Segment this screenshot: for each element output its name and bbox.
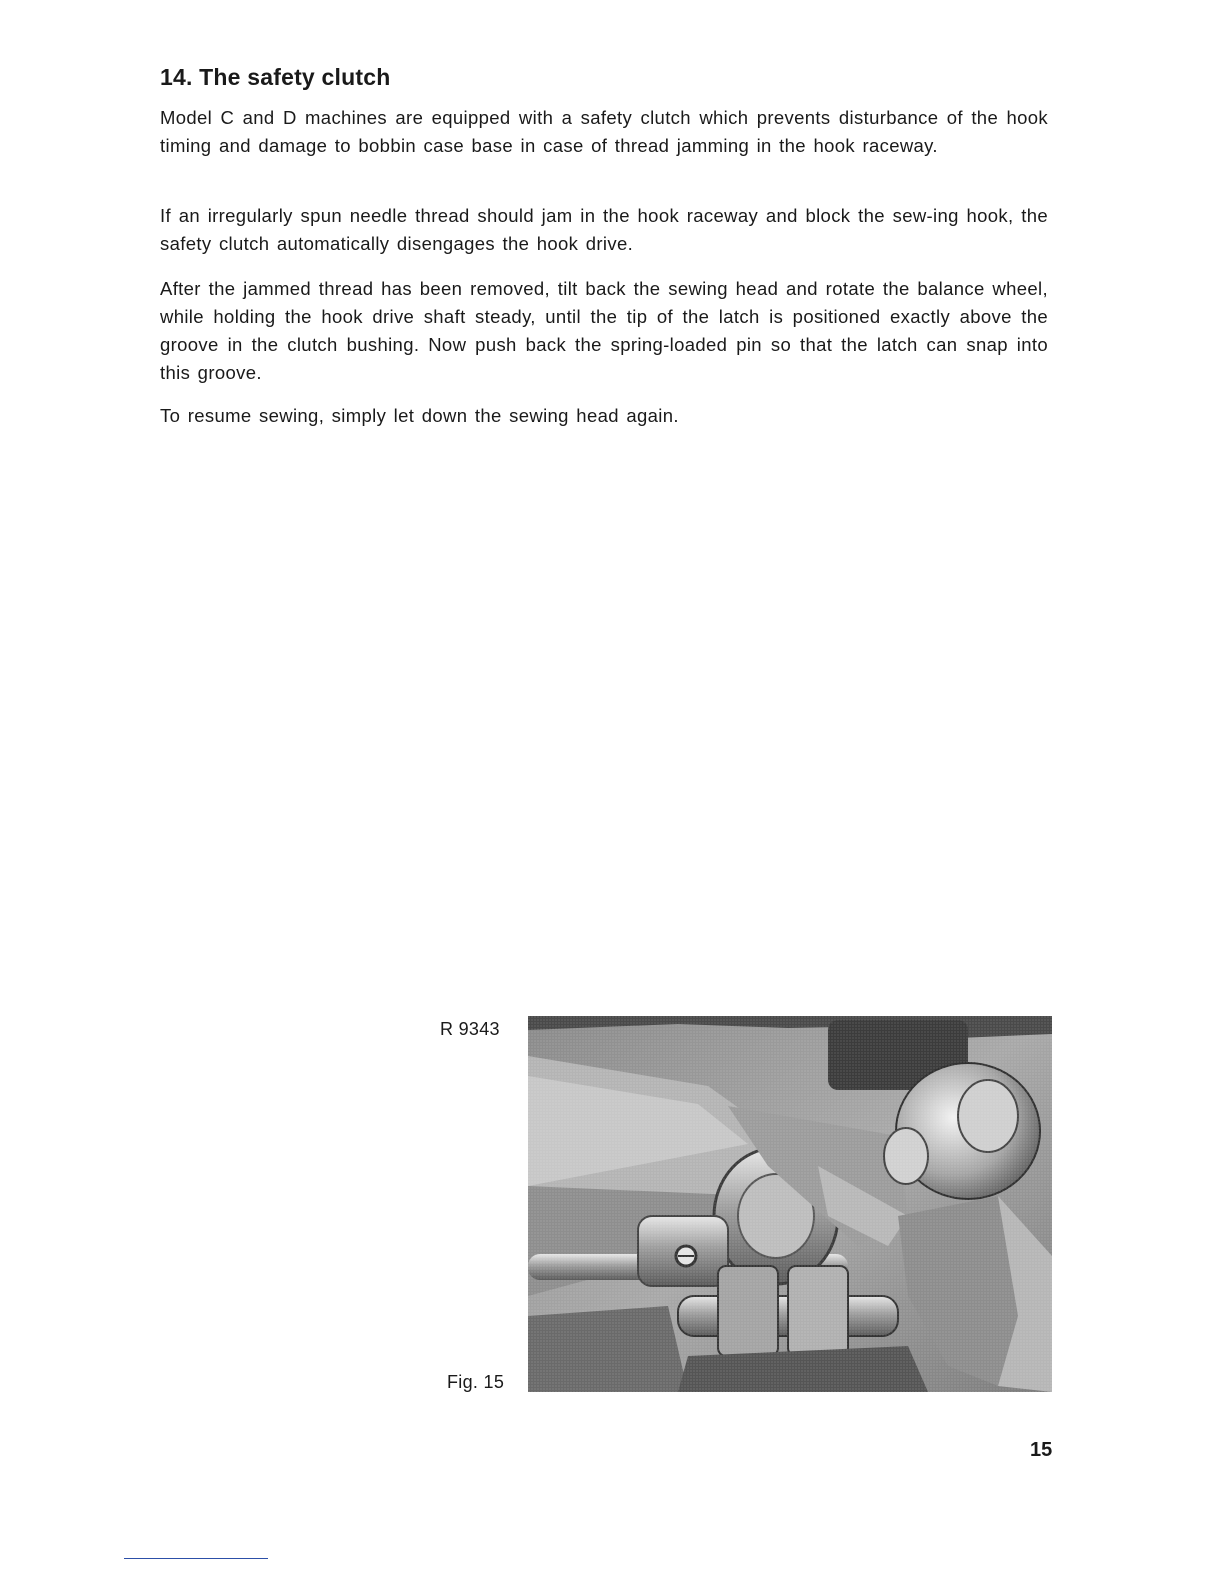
section-title: 14. The safety clutch [160,64,391,90]
footer-divider [124,1558,268,1559]
figure-caption: Fig. 15 [447,1372,505,1392]
paragraph-intro: Model C and D machines are equipped with a safety clutch which prevents disturbance of the hook timing and damage to bobbin case base in case of thread jamming in the hook raceway. [160,107,1048,156]
clutch-mechanism-illustration [528,1016,1052,1392]
paragraph-resume: To resume sewing, simply let down the sewing head again. [160,405,679,426]
paragraph-reset-procedure: After the jammed thread has been removed, tilt back the sewing head and rotate the balance wheel, while holding the hook drive shaft steady, until the tip of the latch is positioned exactly above the groove in the clutch bushing. Now push back the spring-loaded pin so that the latch can snap into this groove. [160,278,1048,383]
page-number: 15 [1030,1439,1053,1461]
figure-reference-number: R 9343 [440,1019,500,1039]
paragraph-jam: If an irregularly spun needle thread should jam in the hook raceway and block the sew-ing hook, the safety clutch automatically disengages the hook drive. [160,205,1048,254]
safety-clutch-photo [528,1016,1052,1392]
